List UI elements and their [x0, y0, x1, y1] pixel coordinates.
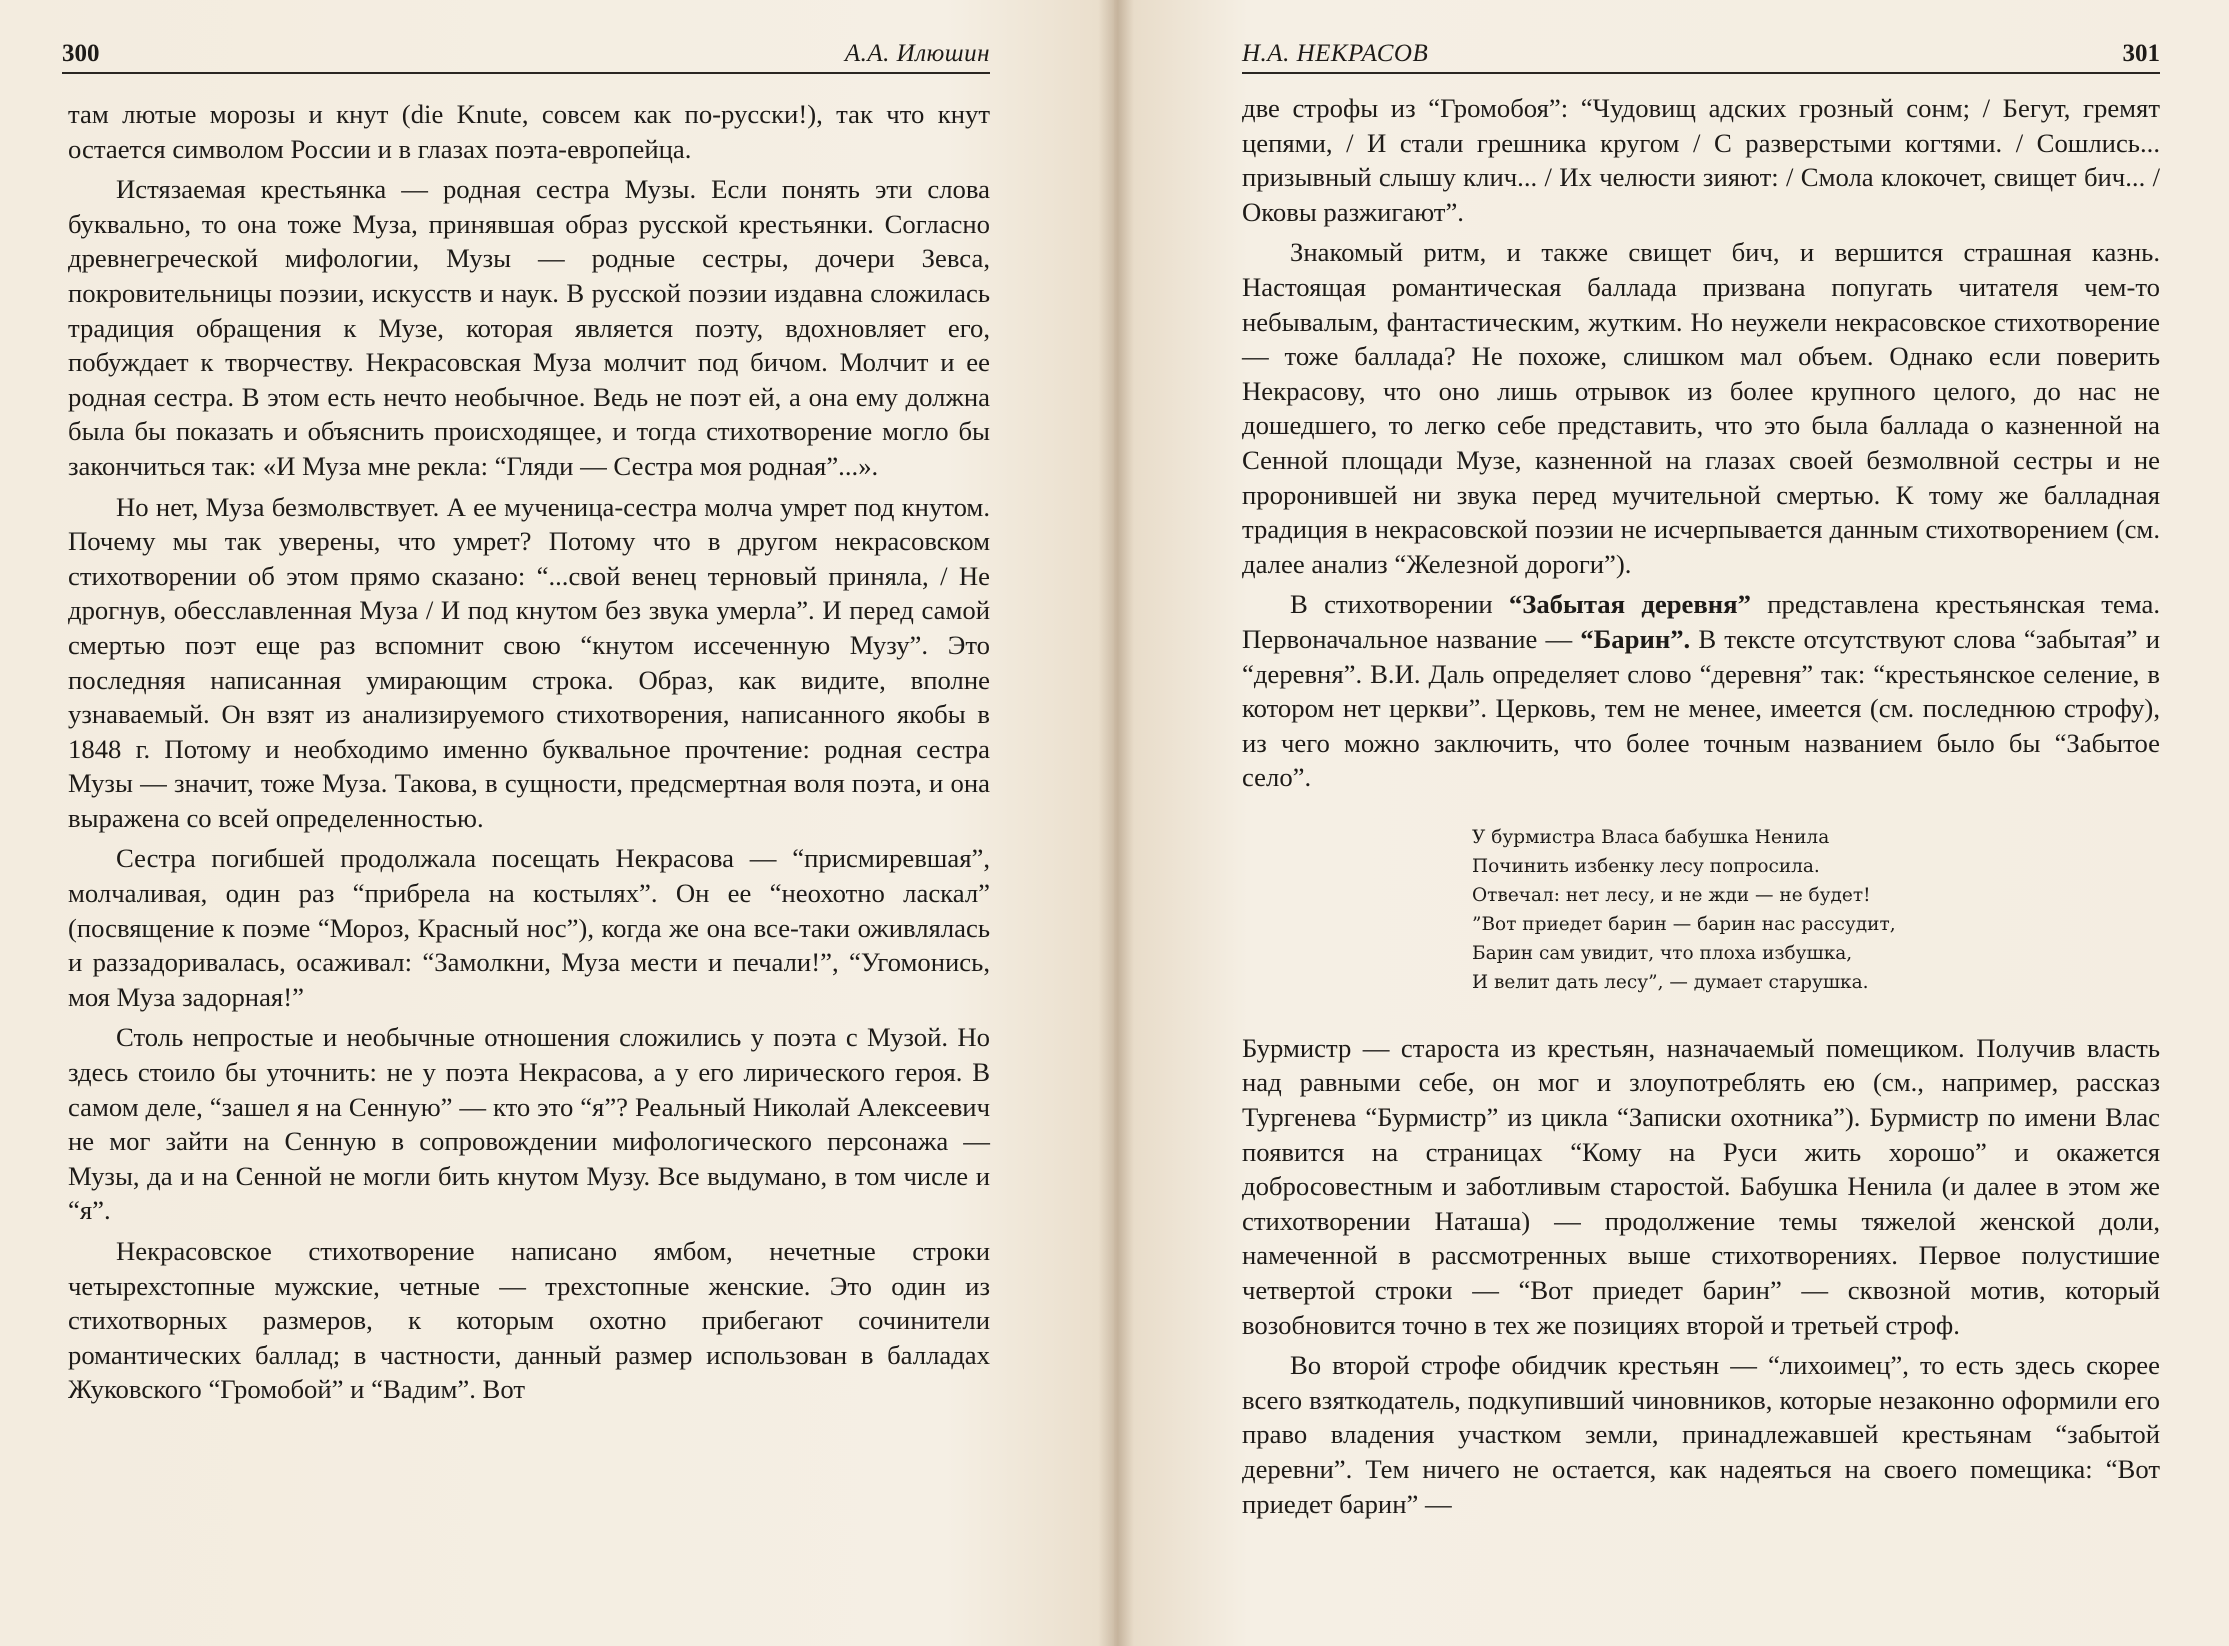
page-number: 300 [62, 40, 100, 67]
text-run: В стихотворении [1290, 589, 1509, 620]
paragraph: Знакомый ритм, и также свищет бич, и вершится страшная казнь. Настоящая романтическая баллада призвана попугать читателя чем-то небывалым, фантастическим, жутким. Но неужели некрасовское стихотворение — тоже баллада? Не похоже, слишком мал объем. Однако если поверить Некрасову, что оно лишь отрывок из более крупного целого, до нас не дошедшего, то легко себе представить, что это была баллада о казненной на Сенной площади Музе, казненной на глазах своей безмолвной сестры и не проронившей ни звука перед мучительной смертью. К тому же балладная традиция в некрасовской поэзии не исчерпывается данным стихотворением (см. далее анализ “Железной дороги”). [1242, 237, 2160, 579]
paragraph: там лютые морозы и кнут (die Knute, совсем как по-русски!), так что кнут остается символом России и в глазах поэта-европейца. [68, 99, 990, 164]
paragraph: Сестра погибшей продолжала посещать Некрасова — “присмиревшая”, молчаливая, один раз “прибрела на костылях”. Он ее “неохотно ласкал” (посвящение к поэме “Мороз, Красный нос”), когда же она все-таки оживлялась и раззадоривалась, осаживал: “Замолкни, Муза мести и печали!”, “Угомонись, моя Муза задорная!” [68, 843, 990, 1012]
original-title: “Барин”. [1580, 623, 1691, 654]
paragraph: Столь непростые и необычные отношения сложились у поэта с Музой. Но здесь стоило бы уточнить: не у поэта Некрасова, а у его лирического героя. В самом деле, “зашел я на Сенную” — кто это “я”? Реальный Николай Алексеевич не мог зайти на Сенную в сопровождении мифологического персонажа — Музы, да и на Сенной не могли бить кнутом Музу. Все выдумано, в том числе и “я”. [68, 1022, 990, 1226]
paragraph: Истязаемая крестьянка — родная сестра Музы. Если понять эти слова буквально, то она тоже Муза, принявшая образ русской крестьянки. Согласно древнегреческой мифологии, Музы — родные сестры, дочери Зевса, покровительницы поэзии, искусств и наук. В русской поэзии издавна сложилась традиция обращения к Музе, которая является поэту, вдохновляет его, побуждает к творчеству. Некрасовская Муза молчит под бичом. Молчит и ее родная сестра. В этом есть нечто необычное. Ведь не поэт ей, а она ему должна была бы показать и объяснить происходящее, и тогда стихотворение могло бы закончиться так: «И Муза мне рекла: “Гляди — Сестра моя родная”...». [68, 174, 990, 481]
running-head-author: А.А. Илюшин [844, 40, 990, 67]
left-page-header [62, 26, 990, 74]
poem-line: И велит дать лесу”, — думает старушка. [1472, 971, 1869, 993]
poem-title: “Забытая деревня” [1508, 589, 1751, 620]
poem-line: ”Вот приедет барин — барин нас рассудит, [1472, 913, 1896, 935]
left-page [0, 0, 1114, 1646]
poem-line: У бурмистра Власа бабушка Ненила [1472, 826, 1830, 848]
poem-line: Починить избенку лесу попросила. [1472, 855, 1820, 877]
poem-line: Отвечал: нет лесу, и не жди — не будет! [1472, 884, 1871, 906]
right-page-header [1242, 26, 2160, 74]
paragraph: Но нет, Муза безмолвствует. А ее мученица-сестра молча умрет под кнутом. Почему мы так уверены, что умрет? Потому что в другом некрасовском стихотворении об этом прямо сказано: “...свой венец терновый приняла, / Не дрогнув, обесславленная Муза / И под кнутом без звука умерла”. И перед самой смертью поэт еще раз вспомнит свою “кнутом иссеченную Музу”. Это последняя написанная умирающим строка. Образ, как видите, вполне узнаваемый. Он взят из анализируемого стихотворения, написанного якобы в 1848 г. Потому и необходимо именно буквальное прочтение: родная сестра Музы — значит, тоже Муза. Такова, в сущности, предсмертная воля поэта, и она выражена со всей определенностью. [68, 491, 990, 833]
book-gutter [1098, 0, 1134, 1646]
paragraph: Некрасовское стихотворение написано ямбом, нечетные строки четырехстопные мужские, четные — трехстопные женские. Это один из стихотворных размеров, к которым охотно прибегают сочинители романтических баллад; в частности, данный размер использован в балладах Жуковского “Громобой” и “Вадим”. Вот [68, 1236, 990, 1405]
right-page [1114, 0, 2229, 1646]
running-head-title: Н.А. НЕКРАСОВ [1242, 40, 1429, 67]
text-run: представлена крестьянская тема. Первоначальное название — [1242, 589, 2160, 654]
page-number: 301 [2122, 40, 2160, 67]
text-run: В тексте отсутствуют слова “забытая” и “деревня”. В.И. Даль определяет слово “деревня” так: “крестьянское селение, в котором нет церкви”. Церковь, тем не менее, имеется (см. последнюю строфу), из чего можно заключить, что более точным названием было бы “Забытое село”. [1242, 623, 2160, 793]
left-page-body [68, 97, 990, 1407]
paragraph: Бурмистр — староста из крестьян, назначаемый помещиком. Получив власть над равными себе, он мог и злоупотреблять ею (см., например, рассказ Тургенева “Бурмистр” из цикла “Записки охотника”). Бурмистр по имени Влас появится на страницах “Кому на Руси жить хорошо” и окажется добросовестным и заботливым старостой. Бабушка Ненила (и далее в этом же стихотворении Наташа) — продолжение темы тяжелой женской доли, намеченной в рассмотренных выше стихотворениях. Первое полустишие четвертой строки — “Вот приедет барин” — сквозной мотив, который возобновится точно в тех же позициях второй и третьей строф. [1242, 1032, 2160, 1340]
paragraph: Во второй строфе обидчик крестьян — “лихоимец”, то есть здесь скорее всего взяткодатель, подкупивший чиновников, которые незаконно оформили его право владения участком земли, принадлежавшей крестьянам “забытой деревни”. Тем ничего не остается, как надеяться на своего помещика: “Вот приедет барин” — [1242, 1350, 2160, 1519]
right-page-body [1242, 91, 2160, 1521]
paragraph [1242, 587, 2160, 795]
poem-line: Барин сам увидит, что плоха избушка, [1472, 942, 1853, 964]
paragraph: две строфы из “Громобоя”: “Чудовищ адских грозный сонм; / Бегут, гремят цепями, / И стали грешника кругом / С разверстыми когтями. / Сошлись... призывный слышу клич... / Их челюсти зияют: / Смола клокочет, свищет бич... / Оковы разжигают”. [1242, 93, 2160, 227]
poem-quote [1472, 823, 2160, 997]
